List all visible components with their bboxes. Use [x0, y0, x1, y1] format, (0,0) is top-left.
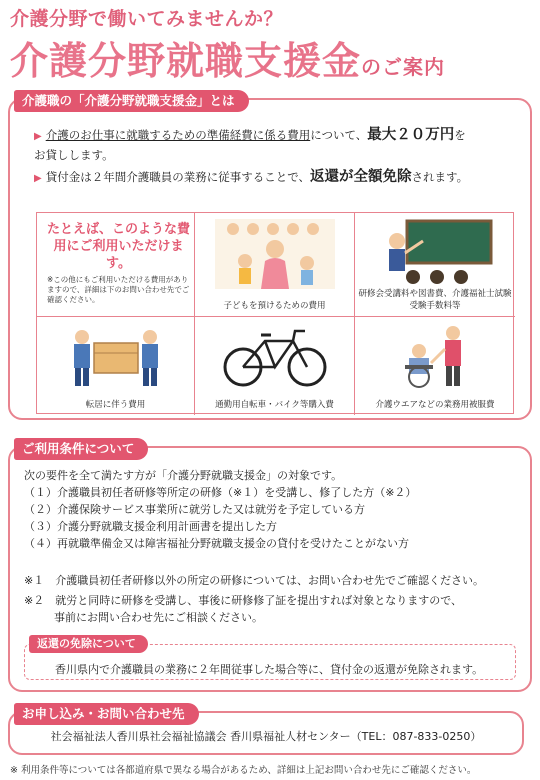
example-training [355, 213, 515, 317]
title-suffix: のご案内 [361, 55, 446, 79]
contact-heading: お申し込み・お問い合わせ先 [14, 703, 199, 725]
condition-note-1: ※１ 介護職員初任者研修以外の所定の研修については、お問い合わせ先でご確認ください。 [24, 574, 484, 587]
example-uniform [355, 317, 515, 415]
examples-grid [36, 212, 514, 414]
example-caption: 研修会受講料や図書費、介護福祉士試験受験手数料等 [358, 289, 512, 311]
triangle-bullet-icon: ▶ [34, 173, 42, 184]
bullet-exemption [34, 168, 504, 188]
triangle-bullet-icon: ▶ [34, 131, 42, 142]
exemption-box [24, 637, 516, 680]
condition-item: （１）介護職員初任者研修等所定の研修（※１）を受講し、修了した方（※２） [24, 486, 417, 499]
example-caption: 子どもを預けるための費用 [223, 301, 326, 311]
bullet1-tail: を [454, 128, 466, 142]
examples-lead-cell [37, 213, 195, 317]
condition-note-2: ※２ 就労と同時に研修を受講し、事後に研修修了証を提出すれば対象となりますので、 [24, 594, 462, 607]
bullet1-amount: 最大２０万円 [367, 127, 455, 143]
bullet2-tail: されます。 [411, 170, 469, 184]
conditions-heading: ご利用条件について [14, 438, 148, 460]
about-heading: 介護職の「介護分野就職支援金」とは [14, 90, 249, 112]
about-section [8, 93, 532, 420]
childcare-icon [215, 219, 335, 289]
training-icon [375, 219, 495, 287]
bicycle-icon [215, 323, 335, 389]
condition-item: （３）介護分野就職支援金利用計画書を提出した方 [24, 520, 277, 533]
bullet2-text: 貸付金は２年間介護職員の業務に従事することで、 [45, 170, 310, 184]
condition-note-2-cont: 事前にお問い合わせ先にご相談ください。 [54, 611, 263, 624]
example-moving [37, 317, 195, 415]
examples-lead: たとえば、このような費用にご利用いただけます。 [47, 222, 191, 271]
condition-item: （４）再就職準備金又は障害福祉分野就職支援金の貸付を受けたことがない方 [24, 537, 409, 550]
example-caption: 転居に伴う費用 [85, 400, 146, 410]
example-childcare [195, 213, 355, 317]
exemption-text: 香川県内で介護職員の業務に２年間従事した場合等に、貸付金の返還が免除されます。 [55, 663, 484, 676]
example-bicycle [195, 317, 355, 415]
conditions-section [8, 441, 532, 692]
footnote: ※ 利用条件等については各都道府県で異なる場合があるため、詳細は上記お問い合わせ先にご確認ください。 [10, 765, 477, 776]
bullet1-underlined: 介護のお仕事に就職するための準備経費に係る費用 [45, 128, 311, 142]
condition-item: （２）介護保険サービス事業所に就労した又は就労を予定している方 [24, 503, 365, 516]
example-caption: 介護ウエアなどの業務用被服費 [375, 400, 495, 410]
bullet2-emphasis: 返還が全額免除 [309, 169, 412, 185]
contact-section [8, 706, 524, 755]
page-title [10, 30, 445, 85]
title-main: 介護分野就職支援金 [10, 39, 362, 83]
bullet-loan-amount [34, 126, 504, 164]
care-uniform-icon [375, 323, 495, 389]
examples-note: ※この他にもご利用いただける費用がありますので、詳細は下のお問い合わせ先でご確認ください。 [47, 275, 190, 304]
moving-icon [56, 323, 176, 389]
exemption-heading: 返還の免除について [29, 635, 148, 653]
bullet1-line2: お貸しします。 [34, 148, 114, 162]
conditions-intro: 次の要件を全て満たす方が「介護分野就職支援金」の対象です。 [24, 469, 343, 482]
page-subtitle: 介護分野で働いてみませんか？ [10, 8, 284, 30]
contact-text: 社会福祉法人香川県社会福祉協議会 香川県福祉人材センター（TEL：087-833-0250） [50, 730, 482, 743]
bullet1-text: について、 [310, 128, 368, 142]
example-caption: 通勤用自転車・バイク等購入費 [215, 400, 334, 410]
